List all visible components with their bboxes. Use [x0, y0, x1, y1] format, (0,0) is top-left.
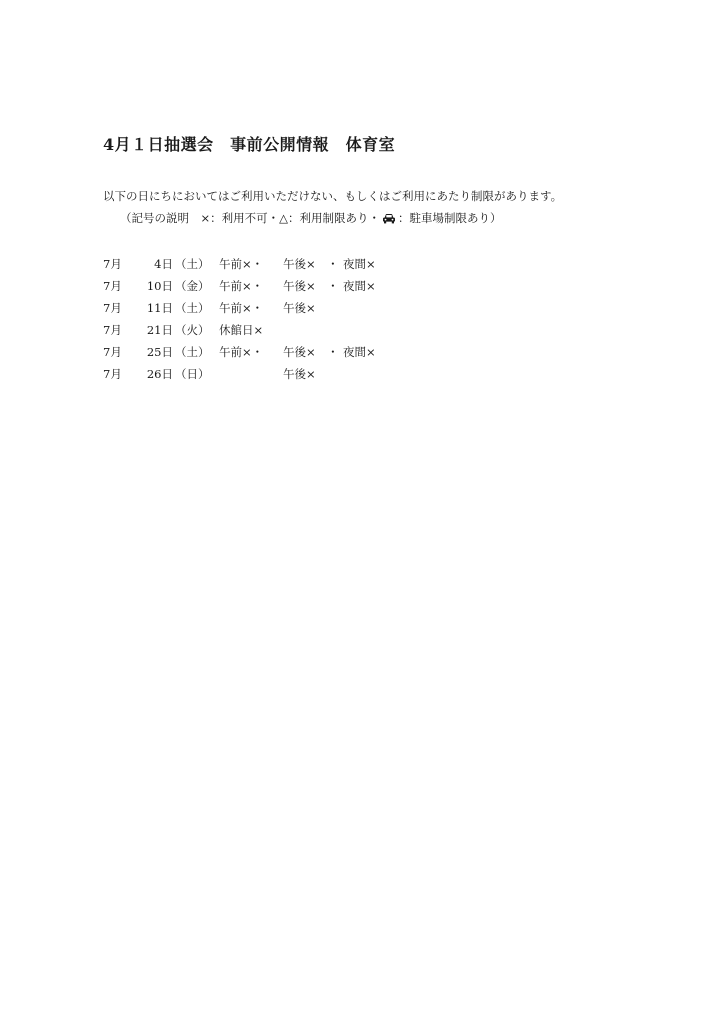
row-day: 25日: [146, 345, 173, 359]
row-weekday: （土）: [175, 345, 210, 359]
row-pm-status: 午後×: [283, 301, 316, 315]
row-am-status: 休館日×: [219, 323, 264, 337]
schedule-row: [103, 278, 376, 300]
row-month: 7月: [103, 367, 122, 381]
row-night-status: 夜間×: [343, 257, 376, 271]
schedule-row: [103, 300, 316, 322]
row-am-status: 午前×・: [219, 279, 264, 293]
row-day: 11日: [146, 301, 173, 315]
row-day: 26日: [146, 367, 173, 381]
row-month: 7月: [103, 323, 122, 337]
row-day: 21日: [146, 323, 173, 337]
legend: [120, 210, 501, 226]
schedule-list: [103, 256, 376, 388]
schedule-row: [103, 322, 264, 344]
row-night-status: 夜間×: [343, 345, 376, 359]
row-day: 4日: [154, 257, 173, 271]
schedule-row: [103, 256, 376, 278]
row-weekday: （土）: [175, 301, 210, 315]
row-am-status: 午前×・: [219, 257, 264, 271]
legend-suffix: ：駐車場制限あり）: [397, 211, 502, 225]
legend-prefix: （記号の説明 ×：利用不可・△：利用制限あり・: [120, 211, 380, 225]
car-icon: [382, 213, 396, 224]
row-month: 7月: [103, 257, 122, 271]
schedule-row: [103, 344, 376, 366]
row-pm-status: 午後× ・: [283, 345, 339, 359]
row-month: 7月: [103, 301, 122, 315]
row-month: 7月: [103, 279, 122, 293]
page-title: 4月１日抽選会 事前公開情報 体育室: [103, 135, 396, 154]
row-pm-status: 午後× ・: [283, 279, 339, 293]
row-night-status: 夜間×: [343, 279, 376, 293]
row-weekday: （火）: [175, 323, 210, 337]
row-pm-status: 午後× ・: [283, 257, 339, 271]
row-month: 7月: [103, 345, 122, 359]
schedule-row: [103, 366, 316, 388]
row-am-status: 午前×・: [219, 301, 264, 315]
row-weekday: （日）: [175, 367, 210, 381]
row-weekday: （土）: [175, 257, 210, 271]
row-weekday: （金）: [175, 279, 210, 293]
intro-text: 以下の日にちにおいてはご利用いただけない、もしくはご利用にあたり制限があります。: [103, 189, 563, 203]
row-day: 10日: [146, 279, 173, 293]
row-pm-status: 午後×: [283, 367, 316, 381]
row-am-status: 午前×・: [219, 345, 264, 359]
